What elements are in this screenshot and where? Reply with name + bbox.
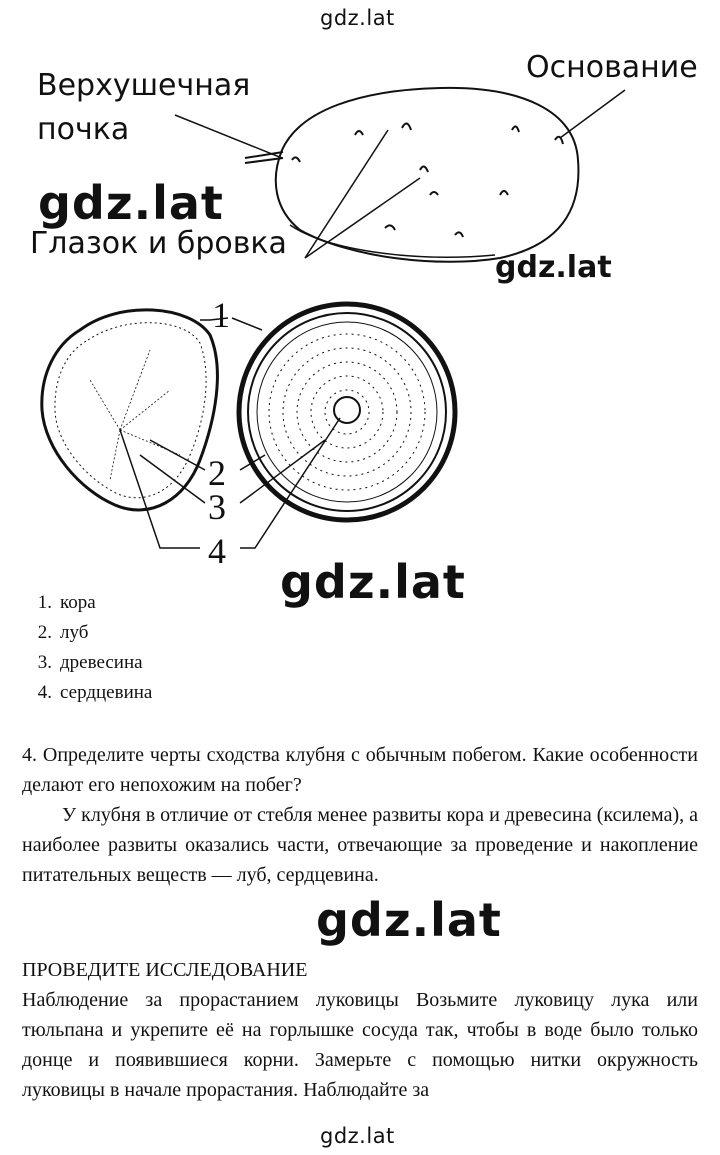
- watermark-cross-section: gdz.lat: [280, 555, 466, 609]
- apical-bud-label-line2: почка: [37, 112, 130, 147]
- list-item: 3. древесина: [37, 652, 143, 673]
- list-item: 4. сердцевина: [37, 682, 153, 703]
- answer-paragraph: У клубня в отличие от стебля менее развиты кора и древесина (ксилема), а наиболее развиты оказались части, отвечающие за проведение и накопление питательных веществ — луб, сердцевина.: [22, 804, 698, 886]
- research-paragraph: Наблюдение за прорастанием луковицы Возьмите луковицу лука или тюльпана и укрепите её на горлышке сосуда так, чтобы в воде было только донце и появившиеся корни. Замерьте с помощью нитки окружность луковицы в начале прорастания. Наблюдайте за: [22, 989, 698, 1101]
- list-item: 1. кора: [37, 592, 96, 613]
- watermark-middle: gdz.lat: [316, 893, 502, 947]
- eye-label: Глазок и бровка: [30, 226, 287, 261]
- apical-bud-label-line1: Верхушечная: [37, 68, 251, 103]
- stem-cross-section-drawing: [232, 304, 455, 548]
- base-label: Основание: [526, 50, 698, 85]
- watermark-top: gdz.lat: [320, 6, 395, 30]
- cross-section-number-3: 3: [208, 487, 226, 527]
- tuber-cross-section-drawing: [42, 310, 228, 548]
- watermark-bottom: gdz.lat: [320, 1124, 395, 1148]
- list-item: 2. луб: [37, 622, 89, 643]
- legend-list: [28, 588, 152, 708]
- cross-section-number-1: 1: [212, 295, 230, 335]
- cross-section-number-4: 4: [208, 531, 226, 571]
- research-heading: ПРОВЕДИТЕ ИССЛЕДОВАНИЕ: [22, 959, 308, 981]
- cross-section-number-2: 2: [208, 453, 226, 493]
- watermark-potato-left: gdz.lat: [38, 176, 224, 230]
- watermark-potato-right: gdz.lat: [495, 250, 612, 285]
- question-paragraph: 4. Определите черты сходства клубня с обычным побегом. Какие особенности делают его непохожим на побег?: [22, 744, 698, 796]
